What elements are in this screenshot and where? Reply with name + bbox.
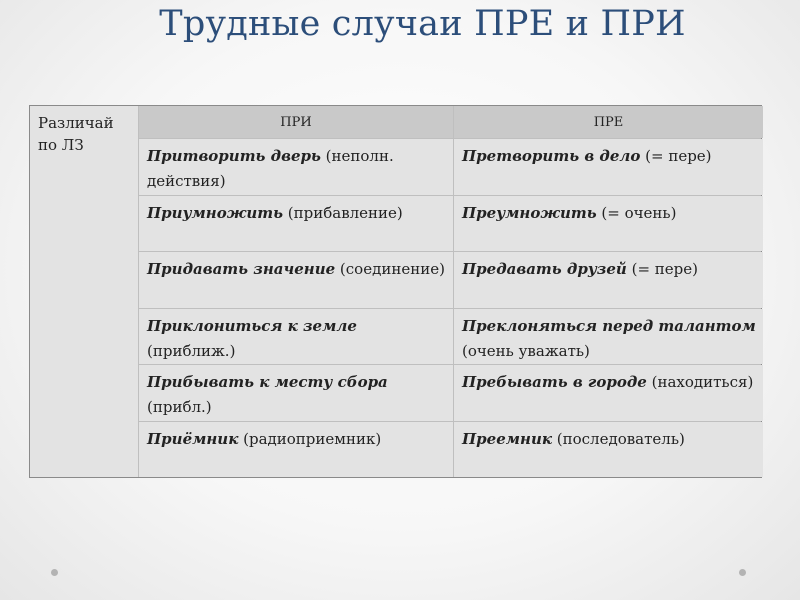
table-cell-pri — [139, 196, 453, 252]
column-header-pri: ПРИ — [139, 106, 453, 138]
slide-decoration-dot-left — [51, 569, 58, 576]
pri-word: Прибывать к месту сбора — [147, 373, 388, 391]
pri-note: (соединение) — [335, 260, 445, 278]
pri-word: Приклониться к земле — [147, 316, 357, 335]
pre-word: Предавать друзей — [462, 260, 627, 278]
pre-word: Претворить в дело — [462, 147, 641, 165]
pri-note: (радиоприемник) — [238, 429, 382, 448]
pri-word: Придавать значение — [147, 260, 336, 278]
table-cell-pri — [139, 139, 453, 195]
table-cell-pri — [139, 252, 453, 308]
table-cell-pre — [454, 139, 763, 195]
table-cell-pre — [454, 252, 763, 308]
pri-word: Приумножить — [147, 203, 283, 222]
pre-note: (= пере) — [626, 260, 698, 278]
pri-word: Приёмник — [147, 429, 239, 448]
pre-note: (находиться) — [646, 373, 754, 391]
pre-word: Пребывать в городе — [462, 373, 647, 391]
pre-note: (очень уважать) — [462, 341, 590, 360]
table-cell-pre — [454, 309, 763, 365]
pre-word: Преклоняться перед талантом — [462, 316, 756, 335]
table-cell-pre — [454, 196, 763, 252]
pre-word: Преемник — [462, 429, 552, 448]
pre-note: (последователь) — [552, 429, 685, 448]
pri-word: Притворить дверь — [147, 147, 321, 165]
pri-note: (прибавление) — [283, 203, 403, 222]
table-cell-pri — [139, 422, 453, 478]
pri-note: (прибл.) — [147, 398, 212, 416]
column-header-pre: ПРЕ — [454, 106, 763, 138]
pre-word: Преумножить — [462, 203, 597, 222]
table-cell-pre — [454, 422, 763, 478]
slide-decoration-dot-right — [739, 569, 746, 576]
pre-note: (= очень) — [596, 203, 677, 222]
table-cell-pre — [454, 365, 763, 421]
slide-title: Трудные случаи ПРЕ и ПРИ — [159, 4, 686, 44]
table-corner-label: Различай по ЛЗ — [30, 106, 138, 477]
pri-note: (неполн. действия) — [147, 147, 394, 190]
table-cell-pri — [139, 365, 453, 421]
pre-note: (= пере) — [640, 147, 712, 165]
comparison-table — [29, 105, 762, 478]
table-cell-pri — [139, 309, 453, 365]
pri-note: (приближ.) — [147, 341, 236, 360]
